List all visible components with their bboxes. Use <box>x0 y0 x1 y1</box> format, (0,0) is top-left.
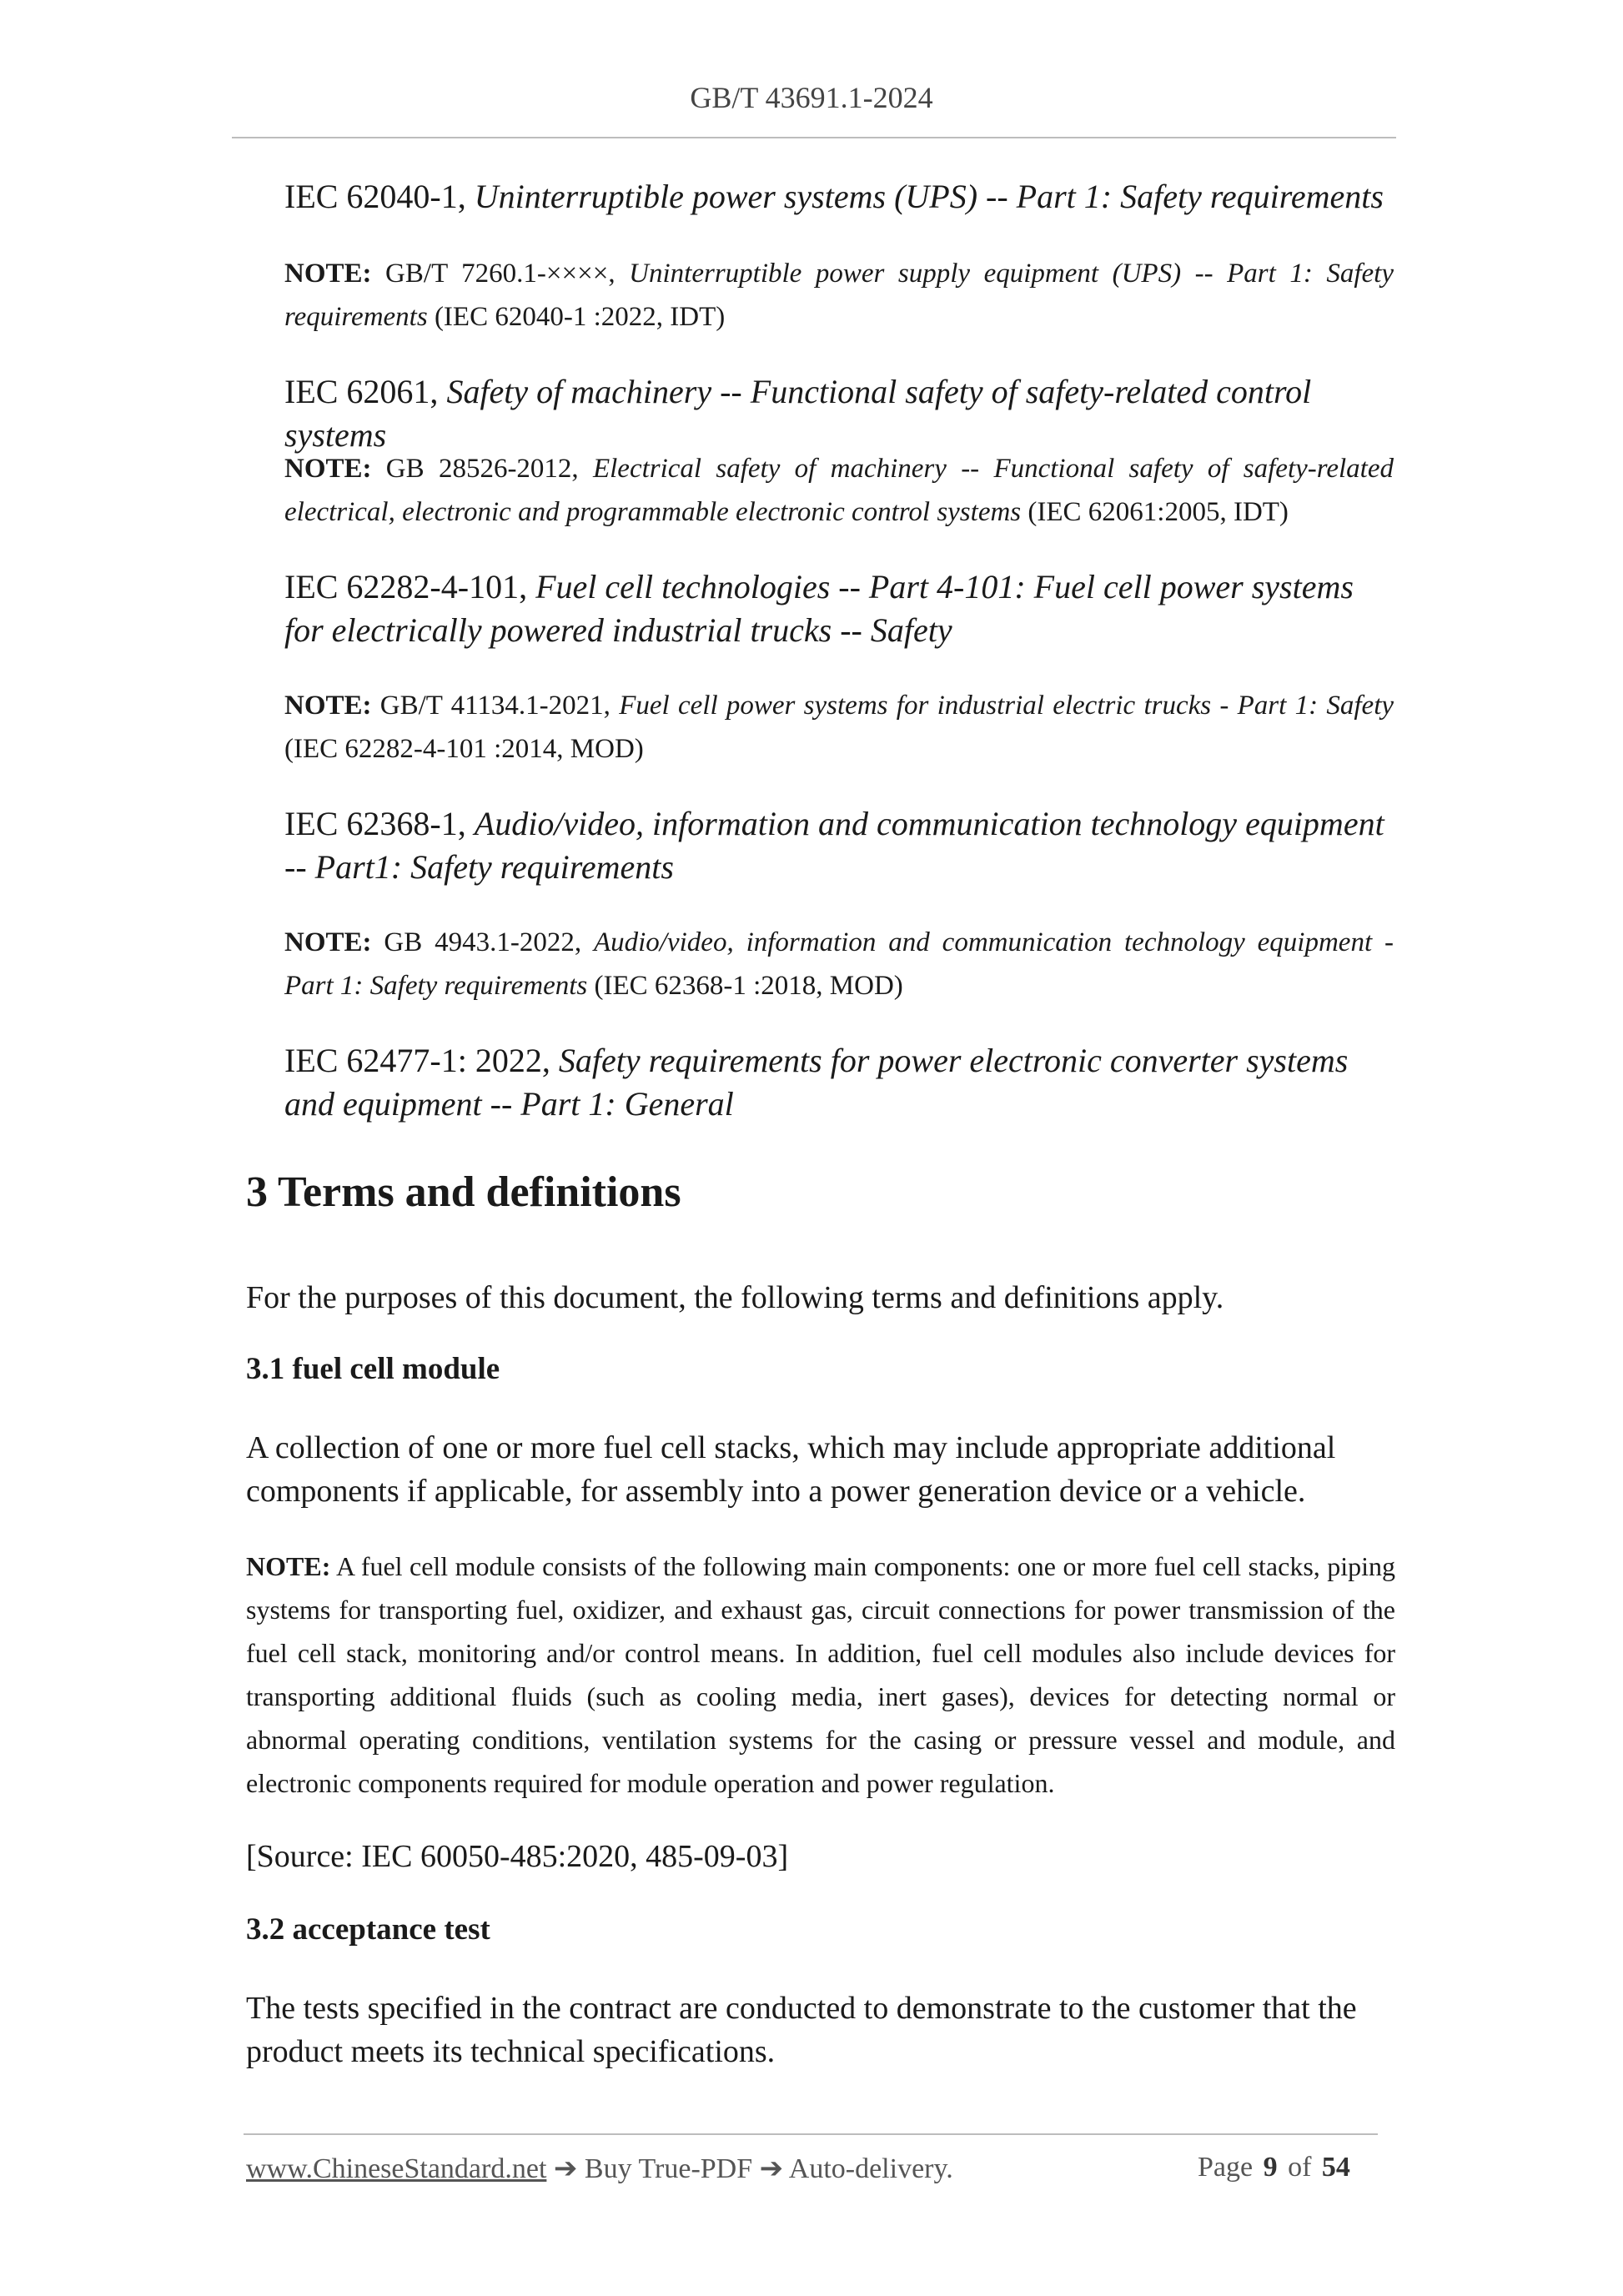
note-title: Audio/video, information and communication technology equipment - Part 1: Safety requirements <box>284 927 1394 1001</box>
document-header-title: GB/T 43691.1-2024 <box>690 81 933 114</box>
reference-iec-62282-4-101 <box>284 565 1394 652</box>
reference-code: IEC 62061, <box>284 373 447 410</box>
reference-code: IEC 62477-1: 2022, <box>284 1042 559 1079</box>
note-label: NOTE: <box>284 691 372 721</box>
note-label: NOTE: <box>284 259 372 289</box>
note-label: NOTE: <box>284 927 372 957</box>
term-source: [Source: IEC 60050-485:2020, 485-09-03] <box>246 1839 789 1874</box>
note-suffix: (IEC 62061:2005, IDT) <box>1021 497 1289 527</box>
reference-note <box>284 921 1394 1007</box>
reference-note <box>284 252 1394 339</box>
section-heading: 3 Terms and definitions <box>246 1168 681 1216</box>
note-code: GB/T 7260.1-××××, <box>371 259 630 289</box>
auto-delivery-text: Auto-delivery. <box>788 2153 953 2184</box>
note-suffix: (IEC 62040-1 :2022, IDT) <box>427 302 726 332</box>
footer-promo <box>246 2152 953 2185</box>
note-code: GB 28526-2012, <box>371 454 593 484</box>
page-label: Page <box>1198 2152 1254 2183</box>
note-suffix: (IEC 62368-1 :2018, MOD) <box>587 971 903 1001</box>
note-label: NOTE: <box>246 1551 331 1581</box>
term-definition: A collection of one or more fuel cell stacks, which may include appropriate additional components if applicable, for assembly into a power generation device or a vehicle. <box>246 1430 1336 1509</box>
header-divider <box>232 137 1396 138</box>
note-label: NOTE: <box>284 454 372 484</box>
reference-note <box>284 447 1394 534</box>
website-link[interactable]: www.ChineseStandard.net <box>246 2153 547 2184</box>
note-title: Electrical safety of machinery -- Functional safety of safety-related electrical, electronic and programmable electronic control systems <box>284 454 1394 527</box>
term-heading: 3.2 acceptance test <box>246 1912 490 1947</box>
note-title: Uninterruptible power supply equipment (UPS) -- Part 1: Safety requirements <box>284 259 1394 332</box>
reference-title: Safety requirements for power electronic converter systems and equipment -- Part 1: General <box>284 1042 1349 1123</box>
section-intro: For the purposes of this document, the following terms and definitions apply. <box>246 1280 1224 1315</box>
note-title: Fuel cell power systems for industrial electric trucks - Part 1: Safety <box>619 691 1394 721</box>
page-indicator <box>1198 2152 1350 2183</box>
arrow-right-icon: ➔ <box>546 2153 585 2184</box>
term-note <box>246 1545 1395 1805</box>
note-code: GB/T 41134.1-2021, <box>371 691 620 721</box>
reference-note <box>284 684 1394 771</box>
reference-title: Uninterruptible power systems (UPS) -- Part 1: Safety requirements <box>474 178 1384 215</box>
page-number: 9 <box>1263 2152 1278 2183</box>
term-heading: 3.1 fuel cell module <box>246 1352 500 1386</box>
note-text: A fuel cell module consists of the following main components: one or more fuel cell stacks, piping systems for transporting fuel, oxidizer, and exhaust gas, circuit connections for power transmission of the fuel cell stack, monitoring and/or control means. In addition, fuel cell modules also include devices for transporting additional fluids (such as cooling media, inert gases), devices for detecting normal or abnormal operating conditions, ventilation systems for the casing or pressure vessel and module, and electronic components required for module operation and power regulation. <box>246 1551 1395 1798</box>
reference-title: Audio/video, information and communication technology equipment -- Part1: Safety requirements <box>284 805 1384 886</box>
footer-divider <box>244 2133 1378 2135</box>
reference-title: Safety of machinery -- Functional safety of safety-related control systems <box>284 373 1312 454</box>
term-definition: The tests specified in the contract are conducted to demonstrate to the customer that the product meets its technical specifications. <box>246 1991 1357 2069</box>
buy-true-pdf-link[interactable]: Buy True-PDF <box>584 2153 753 2184</box>
reference-code: IEC 62282-4-101, <box>284 568 536 605</box>
note-suffix: (IEC 62282-4-101 :2014, MOD) <box>284 734 644 764</box>
reference-code: IEC 62040-1, <box>284 178 475 215</box>
reference-iec-62368-1 <box>284 802 1394 889</box>
reference-iec-62477-1 <box>284 1039 1394 1126</box>
reference-iec-62061 <box>284 370 1394 457</box>
page-total: 54 <box>1321 2152 1350 2183</box>
reference-code: IEC 62368-1, <box>284 805 475 842</box>
arrow-right-icon: ➔ <box>752 2153 789 2184</box>
reference-iec-62040-1 <box>284 175 1394 219</box>
note-code: GB 4943.1-2022, <box>371 927 594 957</box>
reference-title: Fuel cell technologies -- Part 4-101: Fuel cell power systems for electrically powered industrial trucks -- Safety <box>284 568 1354 649</box>
of-label: of <box>1288 2152 1312 2183</box>
